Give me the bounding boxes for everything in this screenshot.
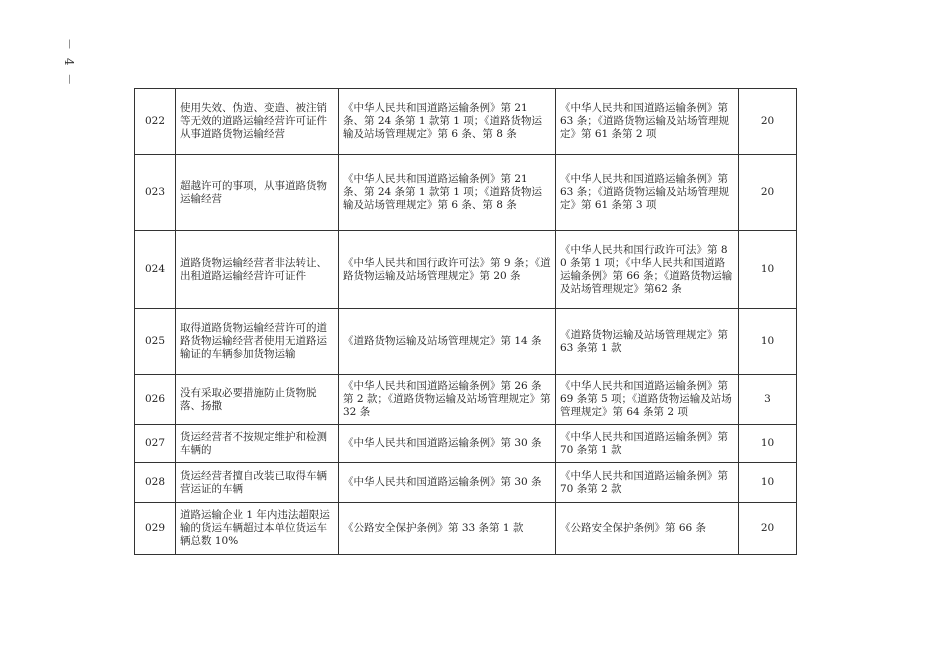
deduction-score: 10 (739, 463, 797, 503)
deduction-score: 20 (739, 503, 797, 555)
deduction-score: 3 (739, 375, 797, 425)
violation-basis: 《中华人民共和国道路运输条例》第 30 条 (339, 425, 556, 463)
penalty-basis: 《道路货物运输及站场管理规定》第 63 条第 1 款 (556, 309, 739, 375)
deduction-score: 10 (739, 309, 797, 375)
violation-description: 没有采取必要措施防止货物脱落、扬撒 (176, 375, 339, 425)
violation-description: 道路货物运输经营者非法转让、出租道路运输经营许可证件 (176, 231, 339, 309)
violation-code: 028 (135, 463, 176, 503)
penalty-basis: 《中华人民共和国道路运输条例》第 69 条第 5 项；《道路货物运输及站场管理规定》第 64 条第 2 项 (556, 375, 739, 425)
violation-description: 货运经营者擅自改装已取得车辆营运证的车辆 (176, 463, 339, 503)
table-row (135, 231, 797, 309)
table-row (135, 155, 797, 231)
deduction-score: 10 (739, 425, 797, 463)
violation-basis: 《公路安全保护条例》第 33 条第 1 款 (339, 503, 556, 555)
violation-basis: 《中华人民共和国道路运输条例》第 26 条第 2 款；《道路货物运输及站场管理规定》第 32 条 (339, 375, 556, 425)
table-row (135, 463, 797, 503)
deduction-score: 20 (739, 155, 797, 231)
violations-table (134, 88, 797, 555)
violation-code: 026 (135, 375, 176, 425)
table-row (135, 89, 797, 155)
violation-code: 025 (135, 309, 176, 375)
penalty-basis: 《中华人民共和国道路运输条例》第 63 条；《道路货物运输及站场管理规定》第 61 条第 3 项 (556, 155, 739, 231)
violation-basis: 《中华人民共和国道路运输条例》第 21 条、第 24 条第 1 款第 1 项；《道路货物运输及站场管理规定》第 6 条、第 8 条 (339, 89, 556, 155)
deduction-score: 10 (739, 231, 797, 309)
table-row (135, 503, 797, 555)
violation-basis: 《中华人民共和国行政许可法》第 9 条；《道路货物运输及站场管理规定》第 20 条 (339, 231, 556, 309)
penalty-basis: 《中华人民共和国道路运输条例》第 70 条第 1 款 (556, 425, 739, 463)
violation-code: 027 (135, 425, 176, 463)
deduction-score: 20 (739, 89, 797, 155)
violation-basis: 《道路货物运输及站场管理规定》第 14 条 (339, 309, 556, 375)
violation-code: 022 (135, 89, 176, 155)
violation-basis: 《中华人民共和国道路运输条例》第 21 条、第 24 条第 1 款第 1 项；《道路货物运输及站场管理规定》第 6 条、第 8 条 (339, 155, 556, 231)
violation-code: 023 (135, 155, 176, 231)
violation-description: 超越许可的事项，从事道路货物运输经营 (176, 155, 339, 231)
penalty-basis: 《中华人民共和国行政许可法》第 80 条第 1 项；《中华人民共和国道路运输条例》第 66 条；《道路货物运输及站场管理规定》第62 条 (556, 231, 739, 309)
violation-description: 取得道路货物运输经营许可的道路货物运输经营者使用无道路运输证的车辆参加货物运输 (176, 309, 339, 375)
violation-description: 道路运输企业 1 年内违法超限运输的货运车辆超过本单位货运车辆总数 10% (176, 503, 339, 555)
violation-code: 024 (135, 231, 176, 309)
violation-basis: 《中华人民共和国道路运输条例》第 30 条 (339, 463, 556, 503)
table-row (135, 375, 797, 425)
violation-description: 使用失效、伪造、变造、被注销等无效的道路运输经营许可证件从事道路货物运输经营 (176, 89, 339, 155)
page-number: － 4 － (62, 38, 76, 88)
penalty-basis: 《公路安全保护条例》第 66 条 (556, 503, 739, 555)
violation-code: 029 (135, 503, 176, 555)
table-row (135, 425, 797, 463)
violation-description: 货运经营者不按规定维护和检测车辆的 (176, 425, 339, 463)
penalty-basis: 《中华人民共和国道路运输条例》第 70 条第 2 款 (556, 463, 739, 503)
penalty-basis: 《中华人民共和国道路运输条例》第 63 条；《道路货物运输及站场管理规定》第 61 条第 2 项 (556, 89, 739, 155)
table-row (135, 309, 797, 375)
